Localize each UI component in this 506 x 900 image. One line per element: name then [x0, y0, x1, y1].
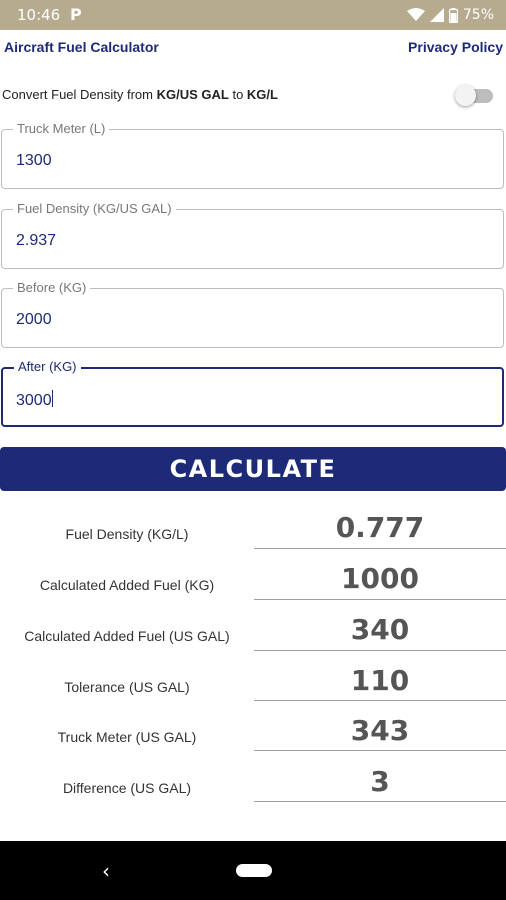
result-label: Difference (US GAL)	[62, 780, 192, 796]
after-field[interactable]	[1, 359, 504, 427]
toggle-thumb	[455, 85, 476, 106]
result-value: 110	[350, 664, 410, 697]
calculate-button[interactable]: CALCULATE	[0, 447, 506, 491]
result-underline	[254, 650, 506, 651]
after-value: 3000	[16, 392, 52, 409]
fuel-density-value: 2.937	[16, 232, 57, 249]
result-value: 3	[370, 765, 390, 798]
navigation-bar	[0, 841, 506, 900]
convert-from-unit: KG/US GAL	[156, 87, 229, 102]
app-title: Aircraft Fuel Calculator	[4, 39, 159, 55]
truck-meter-field[interactable]	[1, 121, 504, 189]
privacy-policy-link[interactable]: Privacy Policy	[408, 39, 503, 55]
fuel-density-label: Fuel Density (KG/US GAL)	[13, 201, 176, 216]
result-underline	[254, 700, 506, 701]
app-bar	[0, 30, 506, 62]
signal-icon	[430, 8, 444, 22]
convert-density-toggle[interactable]	[455, 84, 493, 106]
before-field[interactable]	[1, 280, 504, 348]
convert-mid: to	[228, 87, 247, 102]
convert-density-label	[2, 87, 278, 102]
result-underline	[254, 750, 506, 751]
truck-meter-value: 1300	[16, 152, 52, 169]
result-value: 340	[350, 613, 410, 646]
back-icon[interactable]: ‹	[102, 859, 110, 883]
result-label: Fuel Density (KG/L)	[65, 526, 189, 542]
battery-icon	[449, 8, 458, 23]
result-label: Calculated Added Fuel (US GAL)	[24, 628, 230, 644]
result-underline	[254, 599, 506, 600]
notification-icon: P	[70, 5, 82, 24]
convert-prefix: Convert Fuel Density from	[2, 87, 157, 102]
truck-meter-label: Truck Meter (L)	[13, 121, 109, 136]
fuel-density-field[interactable]	[1, 201, 504, 269]
status-bar	[0, 0, 506, 30]
status-time: 10:46	[17, 6, 61, 24]
after-label: After (KG)	[14, 359, 81, 374]
result-underline	[254, 801, 506, 802]
wifi-icon	[407, 8, 425, 22]
text-cursor	[52, 390, 53, 407]
result-value: 1000	[341, 562, 419, 595]
status-icons	[407, 5, 494, 25]
result-label: Tolerance (US GAL)	[64, 679, 190, 695]
convert-to-unit: KG/L	[246, 87, 278, 102]
result-underline	[254, 548, 506, 549]
result-label: Calculated Added Fuel (KG)	[39, 577, 215, 593]
result-value: 343	[350, 714, 410, 747]
before-value: 2000	[16, 311, 52, 328]
before-label: Before (KG)	[13, 280, 90, 295]
after-value-wrap	[16, 390, 53, 410]
result-value: 0.777	[335, 511, 425, 544]
result-label: Truck Meter (US GAL)	[57, 729, 197, 745]
battery-percent: 75%	[462, 7, 494, 23]
home-pill-icon[interactable]	[236, 864, 272, 877]
